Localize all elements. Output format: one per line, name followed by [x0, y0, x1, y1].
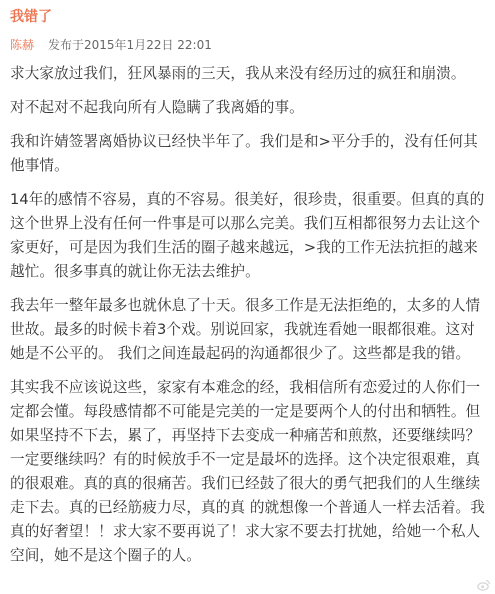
weibo-logo-icon — [477, 578, 491, 592]
article-paragraph: 14年的感情不容易，真的不容易。很美好，很珍贵，很重要。但真的真的这个世界上没有任何一件事是可以那么完美。我们互相都很努力去让这个家更好，可是因为我们生活的圈子越来越远，>我的工作无法抗拒的越来越忙。很多事真的就让你无法去维护。 — [10, 191, 485, 280]
article-paragraph: 求大家放过我们，狂风暴雨的三天，我从来没有经历过的疯狂和崩溃。 — [10, 65, 466, 82]
article-body — [10, 62, 488, 578]
publish-time: 发布于2015年1月22日 22:01 — [48, 38, 212, 52]
author-link[interactable]: 陈赫 — [10, 38, 35, 52]
article-paragraph: 其实我不应该说这些，家家有本难念的经，我相信所有恋爱过的人你们一定都会懂。每段感情都不可能是完美的一定是要两个人的付出和牺牲。但如果坚持不下去，累了，再坚持下去变成一种痛苦和煎熬，还要继续吗？一定要继续吗？有的时候放手不一定是最坏的选择。这个决定很艰难，真的很艰难。真的真的很痛苦。我们已经鼓了很大的勇气把我们的人生继续走下去。真的已经筋疲力尽，真的真 的就想像一个普通人一样去活着。我真的好奢望！！求大家不要再说了！求大家不要去打扰她，给她一个私人空间，她不是这个圈子的人。 — [10, 379, 485, 564]
article-meta — [10, 37, 212, 53]
article-title[interactable]: 我错了 — [10, 9, 52, 25]
article-paragraph: 对不起对不起我向所有人隐瞒了我离婚的事。 — [10, 99, 304, 116]
article-paragraph: 我去年一整年最多也就休息了十天。很多工作是无法拒绝的，太多的人情世故。最多的时候卡着3个戏。别说回家，我就连看她一眼都很难。这对她是不公平的。 我们之间连最起码的沟通都很少了。这些都是我的错。 — [10, 297, 481, 362]
article-paragraph: 我和许婧签署离婚协议已经快半年了。我们是和>平分手的，没有任何其他事情。 — [10, 133, 478, 174]
watermark — [477, 578, 491, 592]
